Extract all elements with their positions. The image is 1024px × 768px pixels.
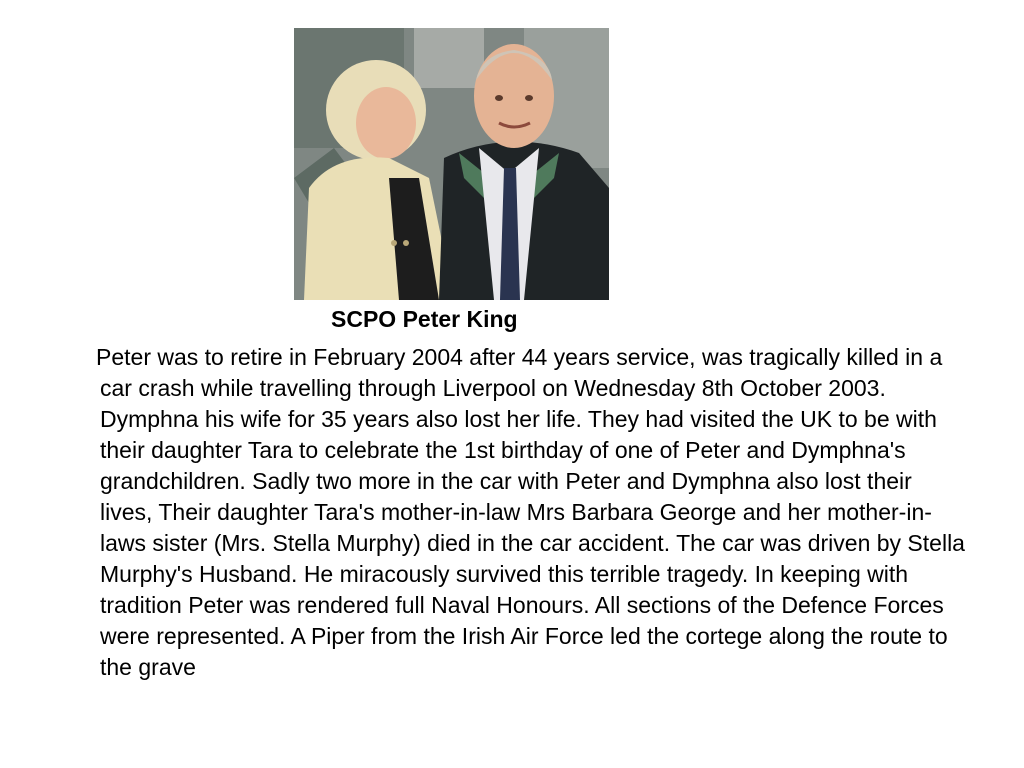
couple-photo [294,28,609,300]
memorial-paragraph: Peter was to retire in February 2004 after 44 years service, was tragically killed in a car crash while travelling through Liverpool on Wednesday 8th October 2003. Dymphna his wife for 35 years also lost her life. They had visited the UK to be with their daughter Tara to celebrate the 1st birthday of one of Peter and Dymphna's grandchildren. Sadly two more in the car with Peter and Dymphna also lost their lives, Their daughter Tara's mother-in-law Mrs Barbara George and her mother-in-laws sister (Mrs. Stella Murphy) died in the car accident. The car was driven by Stella Murphy's Husband. He miracously survived this terrible tragedy. In keeping with tradition Peter was rendered full Naval Honours. All sections of the Defence Forces were represented. A Piper from the Irish Air Force led the cortege along the route to the grave [96,344,965,680]
photo-caption: SCPO Peter King [331,306,518,332]
